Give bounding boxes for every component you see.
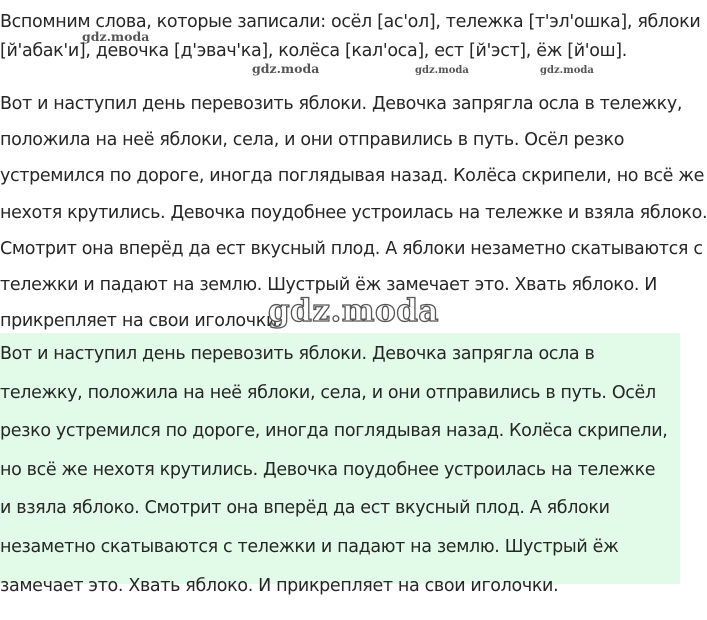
highlight-block: [0, 333, 680, 596]
text-line: положила на неё яблоки, села, и они отправились в путь. Осёл резко: [0, 130, 625, 151]
text-line: Вспомним слова, которые записали: осёл [ас'ол], тележка [т'эл'ошка], яблоки: [0, 12, 701, 32]
text-line: нехотя крутились. Девочка поудобнее устроилась на тележке и взяла яблоко.: [0, 202, 707, 223]
text-line: Смотрит она вперёд да ест вкусный плод. А яблоки незаметно скатываются с: [0, 238, 703, 259]
highlight-paragraph: [0, 335, 680, 605]
watermark-large: gdz.moda: [268, 293, 439, 329]
watermark: gdz.moda: [415, 65, 469, 76]
text-line: Вот и наступил день перевозить яблоки. Девочка запрягла осла в: [0, 344, 595, 364]
text-line: незаметно скатываются с тележки и падают на землю. Шустрый ёж: [0, 536, 619, 557]
text-line: и взяла яблоко. Смотрит она вперёд да ест вкусный плод. А яблоки: [0, 498, 610, 519]
text-line: резко устремился по дороге, иногда поглядывая назад. Колёса скрипели,: [0, 421, 668, 442]
text-line: [й'абак'и], девочка [д'эвач'ка], колёса [кал'оса], ест [й'эст], ёж [й'ош].: [0, 41, 627, 61]
text-line: тележку, положила на неё яблоки, села, и они отправились в путь. Осёл: [0, 382, 656, 403]
text-line: замечает это. Хвать яблоко. И прикрепляет на свои иголочки.: [0, 575, 559, 596]
text-line: прикрепляет на свои иголочки.: [0, 311, 283, 332]
text-line: устремился по дороге, иногда поглядывая назад. Колёса скрипели, но всё же: [0, 166, 705, 187]
text-line: Вот и наступил день перевозить яблоки. Девочка запрягла осла в тележку,: [0, 94, 683, 114]
watermark: gdz.moda: [82, 29, 150, 44]
text-line: тележки и падают на землю. Шустрый ёж замечает это. Хвать яблоко. И: [0, 275, 658, 296]
text-line: но всё же нехотя крутились. Девочка поудобнее устроилась на тележке: [0, 459, 656, 480]
watermark: gdz.moda: [252, 61, 320, 76]
watermark: gdz.moda: [540, 65, 594, 76]
